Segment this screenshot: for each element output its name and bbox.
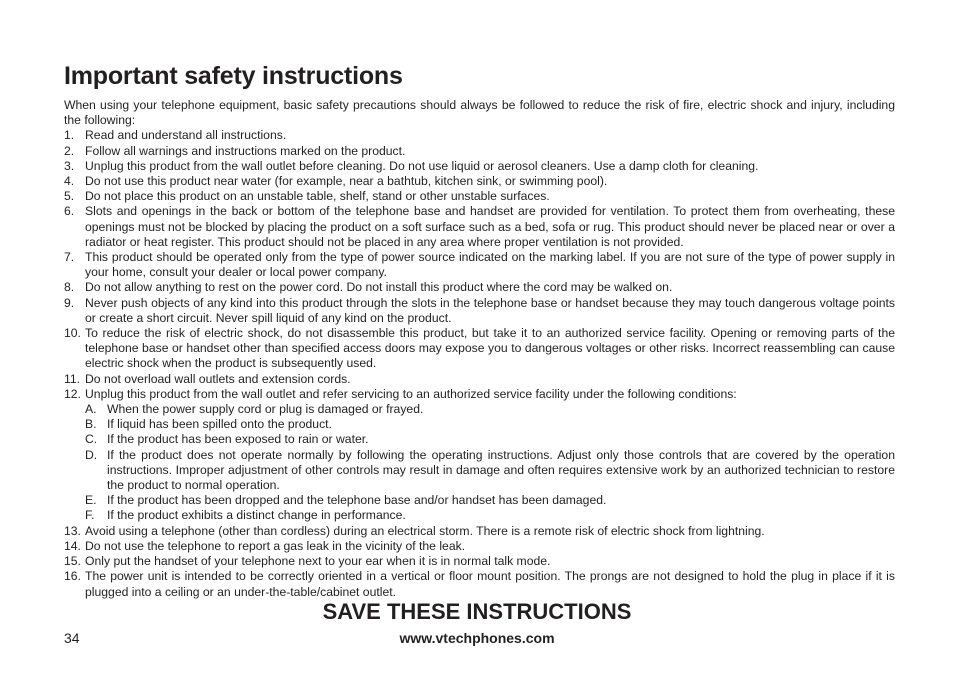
sub-list-item <box>85 402 895 417</box>
item-number: 7. <box>64 250 75 265</box>
list-item <box>64 539 895 554</box>
item-text: Only put the handset of your telephone next to your ear when it is in normal talk mode. <box>85 554 551 569</box>
list-item <box>64 144 895 159</box>
item-text: Do not overload wall outlets and extension cords. <box>85 371 351 386</box>
item-number: 5. <box>64 189 75 204</box>
sub-item-letter: E. <box>85 493 97 508</box>
website-url: www.vtechphones.com <box>399 630 555 646</box>
item-text: Read and understand all instructions. <box>85 128 287 143</box>
list-item <box>64 372 895 387</box>
list-item <box>64 387 895 524</box>
sub-list-item <box>85 432 895 447</box>
item-number: 1. <box>64 128 75 143</box>
page-title: Important safety instructions <box>64 62 403 90</box>
sub-item-text: When the power supply cord or plug is damaged or frayed. <box>107 402 424 417</box>
list-item <box>64 159 895 174</box>
instruction-list <box>64 128 895 599</box>
sub-item-text: If the product has been dropped and the telephone base and/or handset has been damaged. <box>107 493 607 508</box>
save-instructions-heading: SAVE THESE INSTRUCTIONS <box>322 599 632 624</box>
list-item <box>64 280 895 295</box>
item-text: To reduce the risk of electric shock, do not disassemble this product, but take it to an authorized service facility. Opening or removing parts of the telephone base or handset other than specified access doors may expose you to dangerous voltages or other risks. Incorrect reassembling can cause electric shock when the product is subsequently used. <box>85 326 895 371</box>
sub-item-text: If the product does not operate normally by following the operating instructions. Adjust only those controls that are covered by the operation instructions. Improper adjustment of other controls may result in damage and often requires extensive work by an authorized technician to restore the product to normal operation. <box>107 447 895 493</box>
item-text: This product should be operated only from the type of power source indicated on the marking label. If you are not sure of the type of power supply in your home, consult your dealer or local power company. <box>85 250 895 280</box>
item-number: 16. <box>64 569 81 584</box>
list-item <box>64 174 895 189</box>
document-body <box>64 60 895 600</box>
sub-item-letter: B. <box>85 417 97 432</box>
list-item <box>64 569 895 599</box>
item-number: 3. <box>64 158 75 173</box>
item-number: 9. <box>64 295 75 310</box>
list-item <box>64 326 895 372</box>
sub-item-letter: F. <box>85 508 95 523</box>
item-text: Do not allow anything to rest on the power cord. Do not install this product where the cord may be walked on. <box>85 280 673 295</box>
sub-item-letter: C. <box>85 432 98 447</box>
item-text: Do not use the telephone to report a gas leak in the vicinity of the leak. <box>85 538 466 553</box>
item-text: Unplug this product from the wall outlet before cleaning. Do not use liquid or aerosol cleaners. Use a damp cloth for cleaning. <box>85 158 759 173</box>
item-number: 13. <box>64 523 81 538</box>
item-number: 2. <box>64 143 75 158</box>
item-text: Unplug this product from the wall outlet and refer servicing to an authorized service facility under the following conditions: <box>85 386 737 401</box>
intro-paragraph: When using your telephone equipment, basic safety precautions should always be followed to reduce the risk of fire, electric shock and injury, including the following: <box>64 98 895 128</box>
item-text: Follow all warnings and instructions marked on the product. <box>85 143 406 158</box>
sub-list-item <box>85 417 895 432</box>
list-item <box>64 189 895 204</box>
item-text: Never push objects of any kind into this product through the slots in the telephone base or handset because they may touch dangerous voltage points or create a short circuit. Never spill liquid of any kind on the product. <box>85 295 895 325</box>
item-number: 11. <box>64 371 81 386</box>
item-text: Do not use this product near water (for example, near a bathtub, kitchen sink, or swimming pool). <box>85 174 608 189</box>
list-item <box>64 128 895 143</box>
sub-list-item <box>85 508 895 523</box>
list-item <box>64 524 895 539</box>
condition-list <box>85 402 895 524</box>
list-item <box>64 204 895 250</box>
sub-item-letter: D. <box>85 447 98 462</box>
page-number: 34 <box>64 630 80 646</box>
item-number: 4. <box>64 174 75 189</box>
list-item <box>64 250 895 280</box>
item-number: 15. <box>64 554 81 569</box>
item-text: Do not place this product on an unstable table, shelf, stand or other unstable surfaces. <box>85 189 550 204</box>
item-text: Avoid using a telephone (other than cordless) during an electrical storm. There is a remote risk of electric shock from lightning. <box>85 523 765 538</box>
item-number: 14. <box>64 538 81 553</box>
item-number: 6. <box>64 204 75 219</box>
sub-list-item <box>85 448 895 494</box>
sub-item-text: If the product has been exposed to rain or water. <box>107 432 369 447</box>
sub-item-text: If liquid has been spilled onto the product. <box>107 417 332 432</box>
list-item <box>64 296 895 326</box>
item-number: 12. <box>64 386 81 401</box>
sub-item-letter: A. <box>85 402 97 417</box>
item-text: Slots and openings in the back or bottom of the telephone base and handset are provided for ventilation. To protect them from overheating, these openings must not be blocked by placing the product on a soft surface such as a bed, sofa or rug. This product should never be placed near or over a radiator or heat register. This product should not be placed in any area where proper ventilation is not provided. <box>85 204 895 249</box>
list-item <box>64 554 895 569</box>
item-number: 10. <box>64 326 81 341</box>
item-number: 8. <box>64 280 75 295</box>
item-text: The power unit is intended to be correctly oriented in a vertical or floor mount position. The prongs are not designed to hold the plug in place if it is plugged into a ceiling or an under-the-table/cabinet outlet. <box>85 569 895 599</box>
sub-item-text: If the product exhibits a distinct change in performance. <box>107 508 406 523</box>
sub-list-item <box>85 493 895 508</box>
